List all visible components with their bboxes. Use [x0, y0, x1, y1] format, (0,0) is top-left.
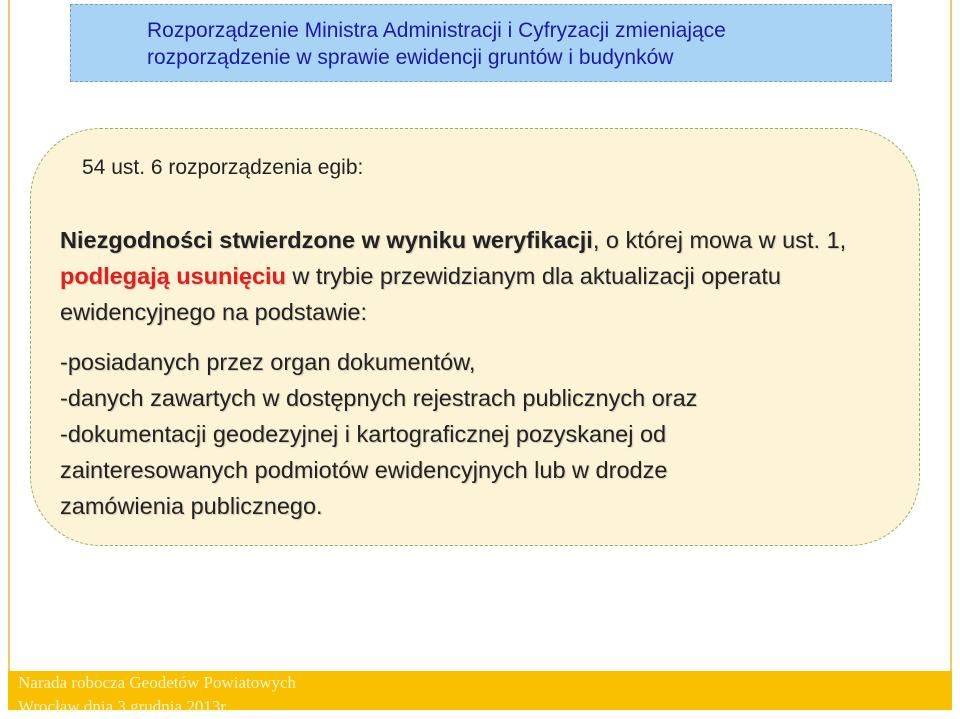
- para-text-2: , o której mowa w ust. 1,: [592, 227, 847, 253]
- list-item: zamówienia publicznego.: [60, 493, 323, 519]
- title-box: [70, 4, 892, 82]
- para-red-phrase: podlegają usunięciu: [60, 263, 286, 289]
- list-item: -dokumentacji geodezyjnej i kartograficznej pozyskanej od: [60, 421, 667, 447]
- legal-reference: 54 ust. 6 rozporządzenia egib:: [82, 156, 364, 179]
- list-item: -posiadanych przez organ dokumentów,: [60, 349, 476, 375]
- list-item: zainteresowanych podmiotów ewidencyjnych lub w drodze: [60, 457, 668, 483]
- source-list: [60, 344, 920, 524]
- main-paragraph: [60, 222, 900, 330]
- para-bold-phrase: Niezgodności stwierdzone w wyniku weryfikacji: [60, 227, 593, 253]
- footer-text: [18, 671, 296, 719]
- para-text-3: w trybie przewidzianym dla aktualizacji operatu ewidencyjnego na podstawie:: [60, 263, 781, 325]
- title-line-2: rozporządzenie w sprawie ewidencji gruntów i budynków: [147, 46, 674, 69]
- footer-line-1: Narada robocza Geodetów Powiatowych: [18, 673, 297, 692]
- title-line-1: Rozporządzenie Ministra Administracji i Cyfryzacji zmieniające: [147, 19, 726, 42]
- list-item: -danych zawartych w dostępnych rejestrach publicznych oraz: [60, 385, 698, 411]
- footer-line-2: Wrocław dnia 3 grudnia 2013r.: [18, 697, 230, 716]
